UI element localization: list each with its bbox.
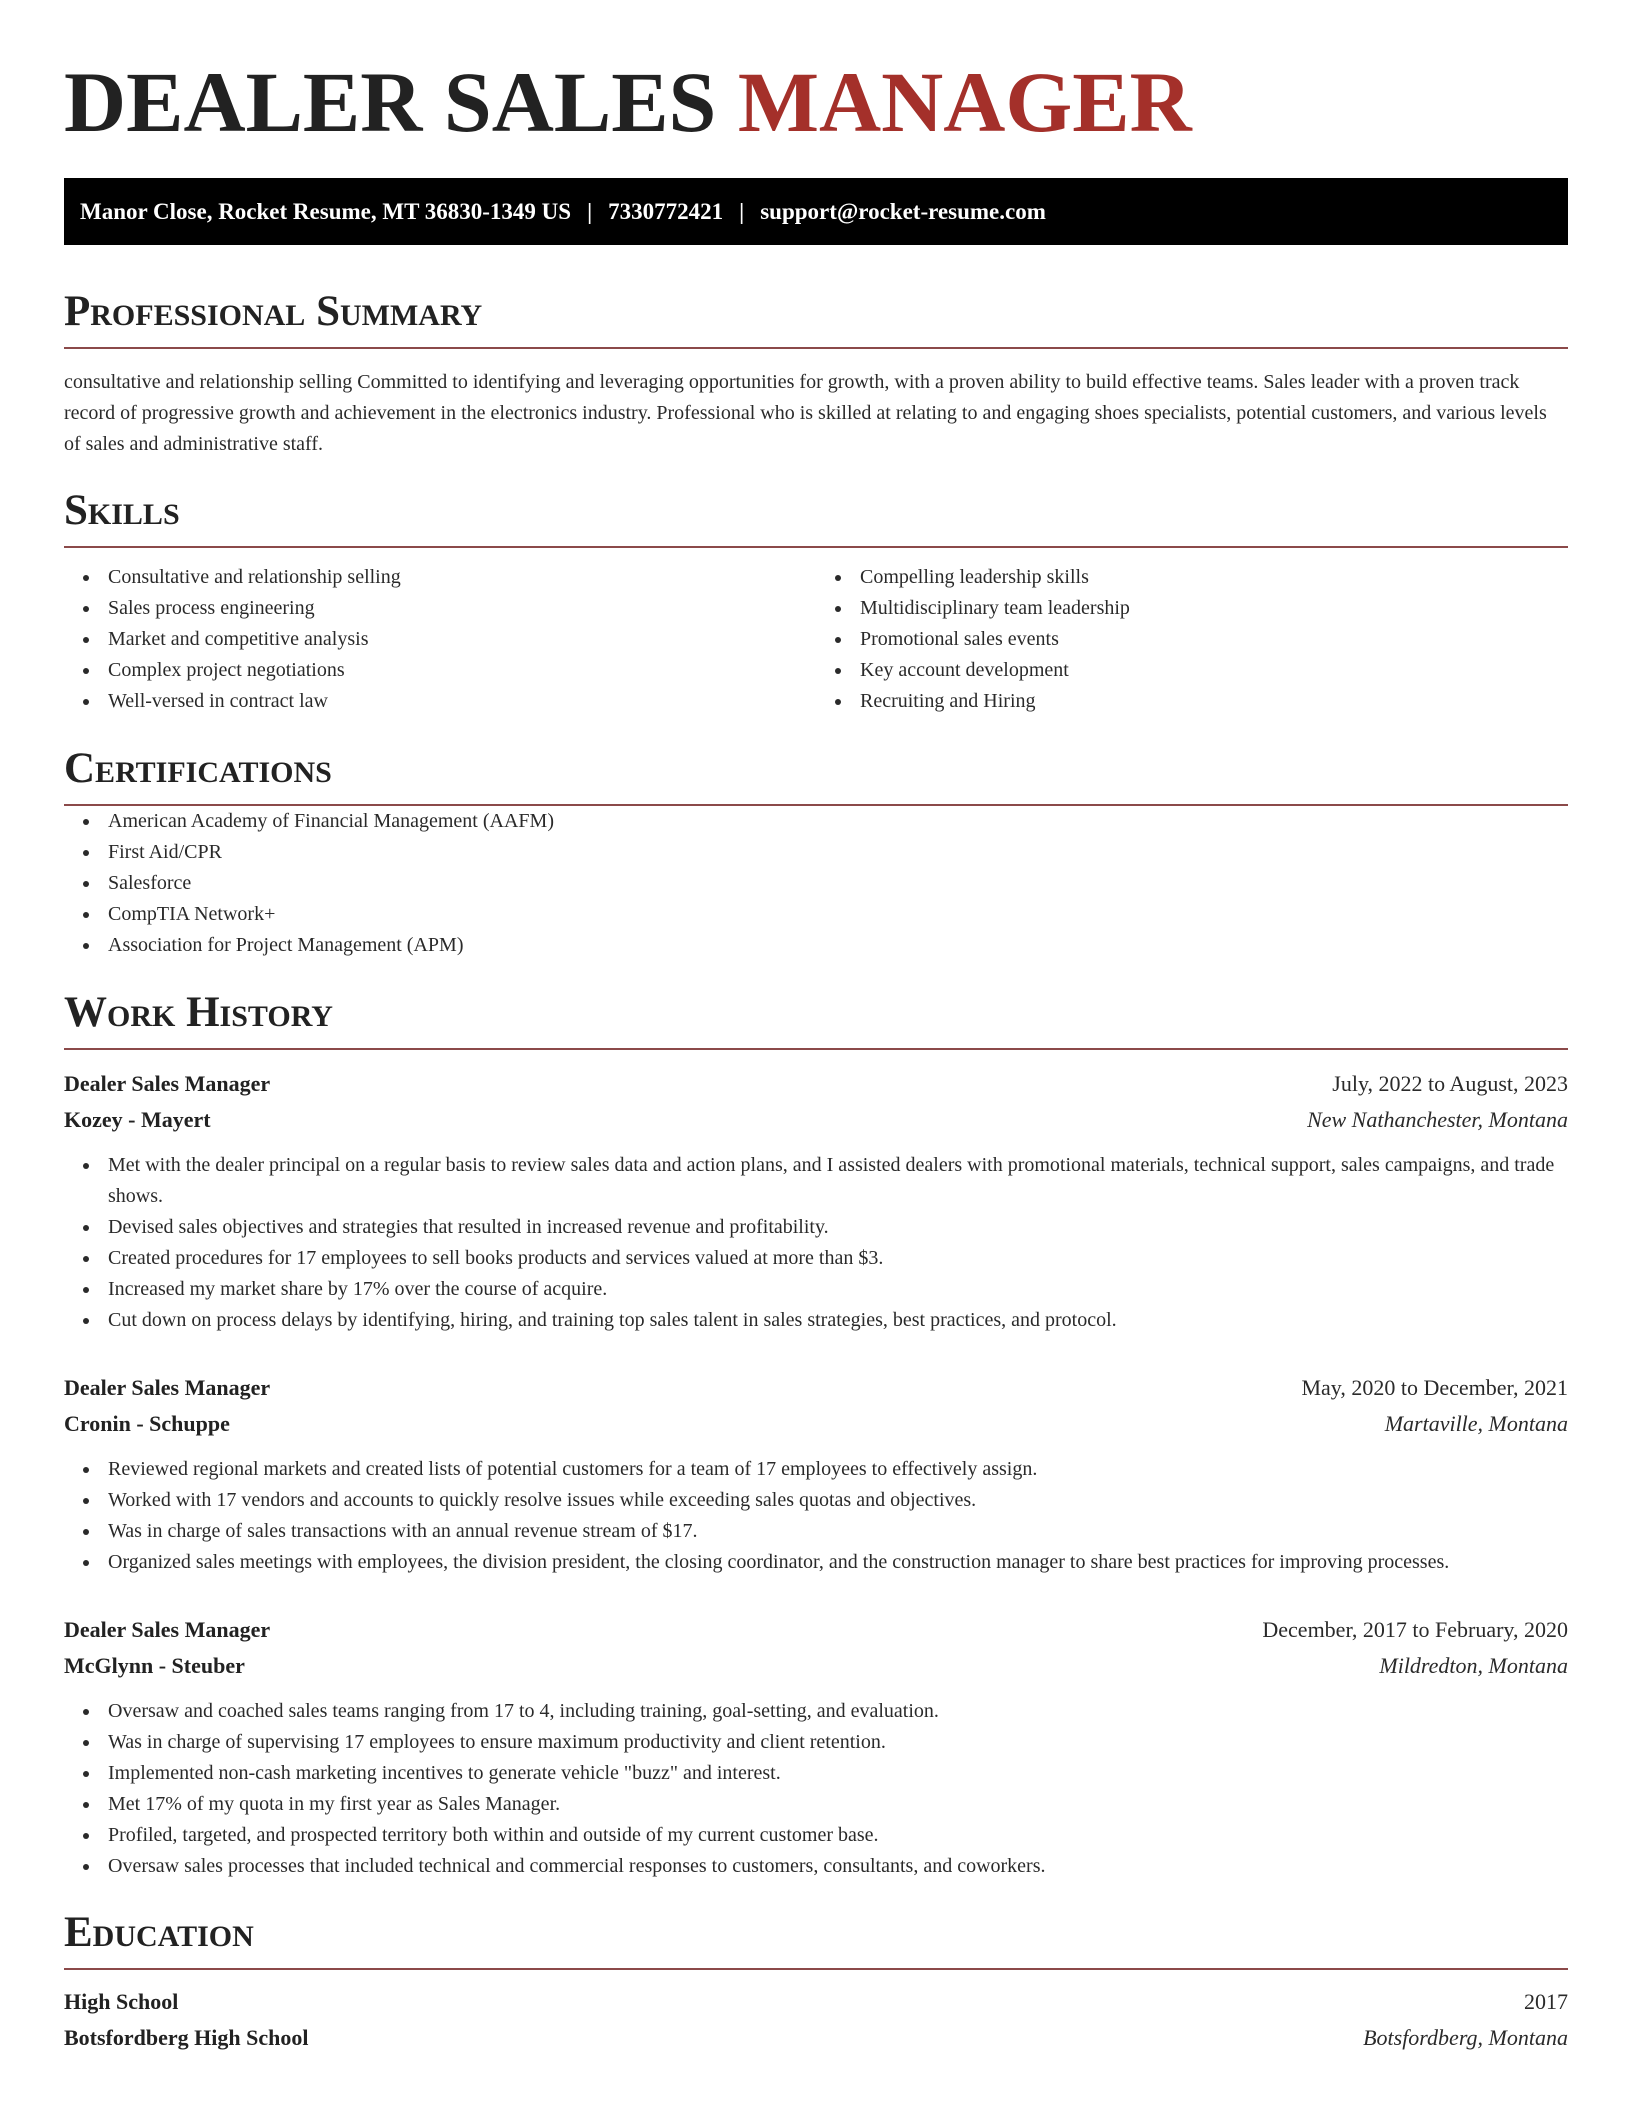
title-main: DEALER SALES: [64, 54, 738, 150]
skill-item: Key account development: [860, 655, 1568, 686]
certifications-heading: Certifications: [64, 745, 332, 792]
education-entry: [64, 1984, 1568, 2056]
work-history-section: [64, 988, 1568, 1882]
job-entry: [64, 1370, 1568, 1578]
certification-item: CompTIA Network+: [108, 899, 1568, 930]
skill-item: Recruiting and Hiring: [860, 686, 1568, 717]
skill-item: Sales process engineering: [108, 593, 816, 624]
job-company-row: [64, 1406, 1568, 1442]
certification-item: First Aid/CPR: [108, 837, 1568, 868]
contact-separator: |: [739, 198, 745, 224]
job-header-row: [64, 1066, 1568, 1102]
job-dates: July, 2022 to August, 2023: [1332, 1071, 1568, 1096]
skill-item: Consultative and relationship selling: [108, 562, 816, 593]
page-title: [64, 0, 1568, 152]
education-year: 2017: [1524, 1989, 1568, 2014]
job-bullet: Was in charge of supervising 17 employees to ensure maximum productivity and client retention.: [108, 1727, 1568, 1758]
skills-section: [64, 486, 1568, 717]
certification-item: Salesforce: [108, 868, 1568, 899]
job-bullet: Organized sales meetings with employees, the division president, the closing coordinator, and the construction manager to share best practices for improving processes.: [108, 1547, 1568, 1578]
job-company: Kozey - Mayert: [64, 1107, 211, 1132]
job-bullet: Created procedures for 17 employees to sell books products and services valued at more than $3.: [108, 1243, 1568, 1274]
skills-list-left: [64, 562, 816, 717]
section-divider: [64, 1968, 1568, 1970]
job-bullet: Implemented non-cash marketing incentives to generate vehicle "buzz" and interest.: [108, 1758, 1568, 1789]
job-bullet: Reviewed regional markets and created lists of potential customers for a team of 17 employees to effectively assign.: [108, 1454, 1568, 1485]
job-bullet: Oversaw and coached sales teams ranging from 17 to 4, including training, goal-setting, and evaluation.: [108, 1696, 1568, 1727]
skills-grid: [64, 562, 1568, 717]
skills-heading: Skills: [64, 487, 180, 534]
job-entry: [64, 1066, 1568, 1336]
summary-heading: Professional Summary: [64, 288, 483, 335]
job-bullet: Was in charge of sales transactions with an annual revenue stream of $17.: [108, 1516, 1568, 1547]
title-accent: MANAGER: [737, 54, 1192, 150]
skill-item: Market and competitive analysis: [108, 624, 816, 655]
skill-item: Well-versed in contract law: [108, 686, 816, 717]
job-bullet: Met 17% of my quota in my first year as Sales Manager.: [108, 1789, 1568, 1820]
job-location: New Nathanchester, Montana: [1307, 1107, 1568, 1132]
certifications-section: [64, 744, 1568, 961]
summary-text: consultative and relationship selling Committed to identifying and leveraging opportunities for growth, with a proven ability to build effective teams. Sales leader with a proven track record of progressive growth and achievement in the electronics industry. Professional who is skilled at relating to and engaging shoes specialists, potential customers, and various levels of sales and administrative staff.: [64, 371, 1547, 455]
certifications-list: [64, 806, 1568, 961]
job-dates: December, 2017 to February, 2020: [1262, 1617, 1568, 1642]
section-divider: [64, 1048, 1568, 1050]
job-bullet: Profiled, targeted, and prospected territory both within and outside of my current customer base.: [108, 1820, 1568, 1851]
skill-item: Multidisciplinary team leadership: [860, 593, 1568, 624]
skill-item: Compelling leadership skills: [860, 562, 1568, 593]
certification-item: American Academy of Financial Management (AAFM): [108, 806, 1568, 837]
skill-item: Complex project negotiations: [108, 655, 816, 686]
job-company: McGlynn - Steuber: [64, 1653, 245, 1678]
contact-address: Manor Close, Rocket Resume, MT 36830-1349 US: [80, 198, 572, 224]
work-history-heading: Work History: [64, 989, 333, 1036]
certification-item: Association for Project Management (APM): [108, 930, 1568, 961]
job-bullets: [64, 1150, 1568, 1336]
contact-phone: 7330772421: [608, 198, 724, 224]
job-entry: [64, 1612, 1568, 1882]
education-school: Botsfordberg High School: [64, 2025, 309, 2050]
education-header-row: [64, 1984, 1568, 2020]
skill-item: Promotional sales events: [860, 624, 1568, 655]
contact-bar: [64, 178, 1568, 245]
job-header-row: [64, 1612, 1568, 1648]
education-school-row: [64, 2020, 1568, 2056]
job-title: Dealer Sales Manager: [64, 1071, 271, 1096]
job-bullet: Met with the dealer principal on a regular basis to review sales data and action plans, and I assisted dealers with promotional materials, technical support, sales campaigns, and trade shows.: [108, 1150, 1568, 1212]
summary-section: [64, 287, 1568, 460]
job-bullet: Worked with 17 vendors and accounts to quickly resolve issues while exceeding sales quotas and objectives.: [108, 1485, 1568, 1516]
job-title: Dealer Sales Manager: [64, 1617, 271, 1642]
job-header-row: [64, 1370, 1568, 1406]
contact-separator: |: [587, 198, 593, 224]
education-section: [64, 1908, 1568, 2056]
job-bullet: Cut down on process delays by identifying, hiring, and training top sales talent in sales strategies, best practices, and protocol.: [108, 1305, 1568, 1336]
job-location: Mildredton, Montana: [1379, 1653, 1568, 1678]
contact-email: support@rocket-resume.com: [760, 198, 1046, 224]
job-company-row: [64, 1102, 1568, 1138]
job-bullet: Oversaw sales processes that included technical and commercial responses to customers, consultants, and coworkers.: [108, 1851, 1568, 1882]
section-divider: [64, 347, 1568, 349]
job-dates: May, 2020 to December, 2021: [1301, 1375, 1568, 1400]
section-divider: [64, 546, 1568, 548]
education-heading: Education: [64, 1909, 254, 1956]
education-location: Botsfordberg, Montana: [1363, 2025, 1568, 2050]
job-bullets: [64, 1454, 1568, 1578]
job-company: Cronin - Schuppe: [64, 1411, 230, 1436]
job-location: Martaville, Montana: [1384, 1411, 1568, 1436]
education-degree: High School: [64, 1989, 179, 2014]
job-bullets: [64, 1696, 1568, 1882]
skills-list-right: [816, 562, 1568, 717]
job-bullet: Devised sales objectives and strategies that resulted in increased revenue and profitability.: [108, 1212, 1568, 1243]
job-title: Dealer Sales Manager: [64, 1375, 271, 1400]
job-bullet: Increased my market share by 17% over the course of acquire.: [108, 1274, 1568, 1305]
job-company-row: [64, 1648, 1568, 1684]
